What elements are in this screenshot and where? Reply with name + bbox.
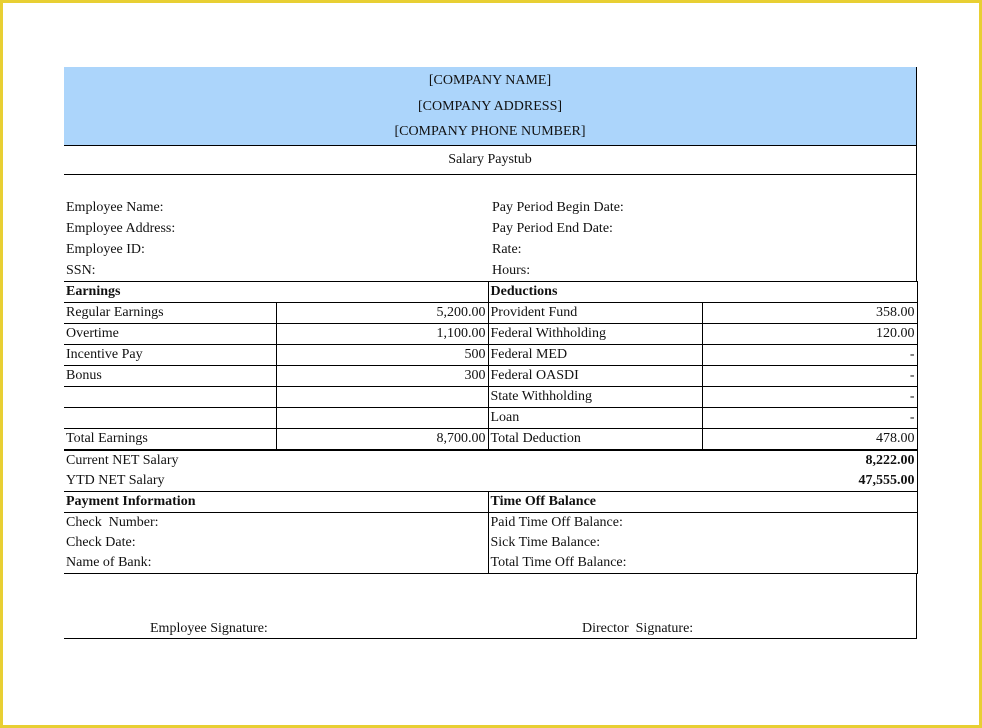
table-row <box>64 533 917 553</box>
ytd-net-value: 47,555.00 <box>490 471 917 492</box>
spacer <box>64 175 917 197</box>
earning-label <box>64 408 276 429</box>
earning-label: Overtime <box>64 324 276 345</box>
earning-label: Bonus <box>64 366 276 387</box>
table-row <box>64 387 917 408</box>
employee-info <box>64 197 917 281</box>
timeoff-heading: Time Off Balance <box>488 492 917 513</box>
earning-value: 500 <box>276 345 488 366</box>
deduction-label: State Withholding <box>488 387 702 408</box>
payment-heading: Payment Information <box>64 492 488 513</box>
earning-label: Incentive Pay <box>64 345 276 366</box>
current-net-label: Current NET Salary <box>66 453 179 468</box>
employee-signature-label: Employee Signature: <box>150 621 268 636</box>
table-row <box>64 408 917 429</box>
total-earnings-value: 8,700.00 <box>276 429 488 450</box>
paid-timeoff-label: Paid Time Off Balance: <box>488 513 917 534</box>
net-salary-table <box>64 450 918 492</box>
table-header-row <box>64 282 917 303</box>
totals-row <box>64 429 917 450</box>
director-signature-label: Director Signature: <box>582 621 694 636</box>
deduction-value: - <box>702 408 917 429</box>
earning-value: 5,200.00 <box>276 303 488 324</box>
deduction-value: 120.00 <box>702 324 917 345</box>
earning-value <box>276 408 488 429</box>
total-timeoff-label: Total Time Off Balance: <box>488 553 917 574</box>
hours-label: Hours: <box>492 263 531 278</box>
period-begin-label: Pay Period Begin Date: <box>492 200 624 215</box>
bank-name-label: Name of Bank: <box>64 553 488 574</box>
deduction-value: - <box>702 345 917 366</box>
deduction-label: Loan <box>488 408 702 429</box>
sick-time-label: Sick Time Balance: <box>488 533 917 553</box>
earning-value: 300 <box>276 366 488 387</box>
deduction-label: Federal Withholding <box>488 324 702 345</box>
total-deduction-value: 478.00 <box>702 429 917 450</box>
employee-name-label: Employee Name: <box>66 200 164 215</box>
total-deduction-label: Total Deduction <box>488 429 702 450</box>
current-net-row <box>64 451 917 472</box>
deductions-heading: Deductions <box>488 282 917 303</box>
table-row <box>64 553 917 574</box>
rate-label: Rate: <box>492 242 522 257</box>
signature-area <box>64 574 917 639</box>
deduction-label: Federal MED <box>488 345 702 366</box>
ytd-net-row <box>64 471 917 492</box>
company-name: [COMPANY NAME] <box>428 73 552 88</box>
payment-timeoff-table <box>64 492 918 574</box>
period-end-label: Pay Period End Date: <box>492 221 613 236</box>
employee-fields <box>66 197 175 281</box>
check-date-label: Check Date: <box>64 533 488 553</box>
table-row <box>64 324 917 345</box>
earning-label: Regular Earnings <box>64 303 276 324</box>
company-address: [COMPANY ADDRESS] <box>417 99 563 114</box>
deduction-value: 358.00 <box>702 303 917 324</box>
employee-id-label: Employee ID: <box>66 242 145 257</box>
payment-header-row <box>64 492 917 513</box>
ytd-net-label: YTD NET Salary <box>64 471 490 492</box>
earning-value <box>276 387 488 408</box>
earnings-deductions-table <box>64 281 918 450</box>
employee-address-label: Employee Address: <box>66 221 176 236</box>
current-net-value: 8,222.00 <box>490 451 917 472</box>
earning-label <box>64 387 276 408</box>
earning-value: 1,100.00 <box>276 324 488 345</box>
table-row <box>64 513 917 534</box>
total-earnings-label: Total Earnings <box>64 429 276 450</box>
table-row <box>64 345 917 366</box>
table-row <box>64 303 917 324</box>
page-title: Salary Paystub <box>64 146 917 175</box>
period-fields <box>492 197 624 281</box>
paystub-sheet <box>64 67 917 639</box>
deduction-value: - <box>702 387 917 408</box>
check-number-label: Check Number: <box>64 513 488 534</box>
deduction-label: Federal OASDI <box>488 366 702 387</box>
company-header <box>64 67 917 146</box>
earnings-heading: Earnings <box>64 282 488 303</box>
company-phone: [COMPANY PHONE NUMBER] <box>394 124 586 139</box>
ssn-label: SSN: <box>66 263 96 278</box>
deduction-label: Provident Fund <box>488 303 702 324</box>
deduction-value: - <box>702 366 917 387</box>
table-row <box>64 366 917 387</box>
